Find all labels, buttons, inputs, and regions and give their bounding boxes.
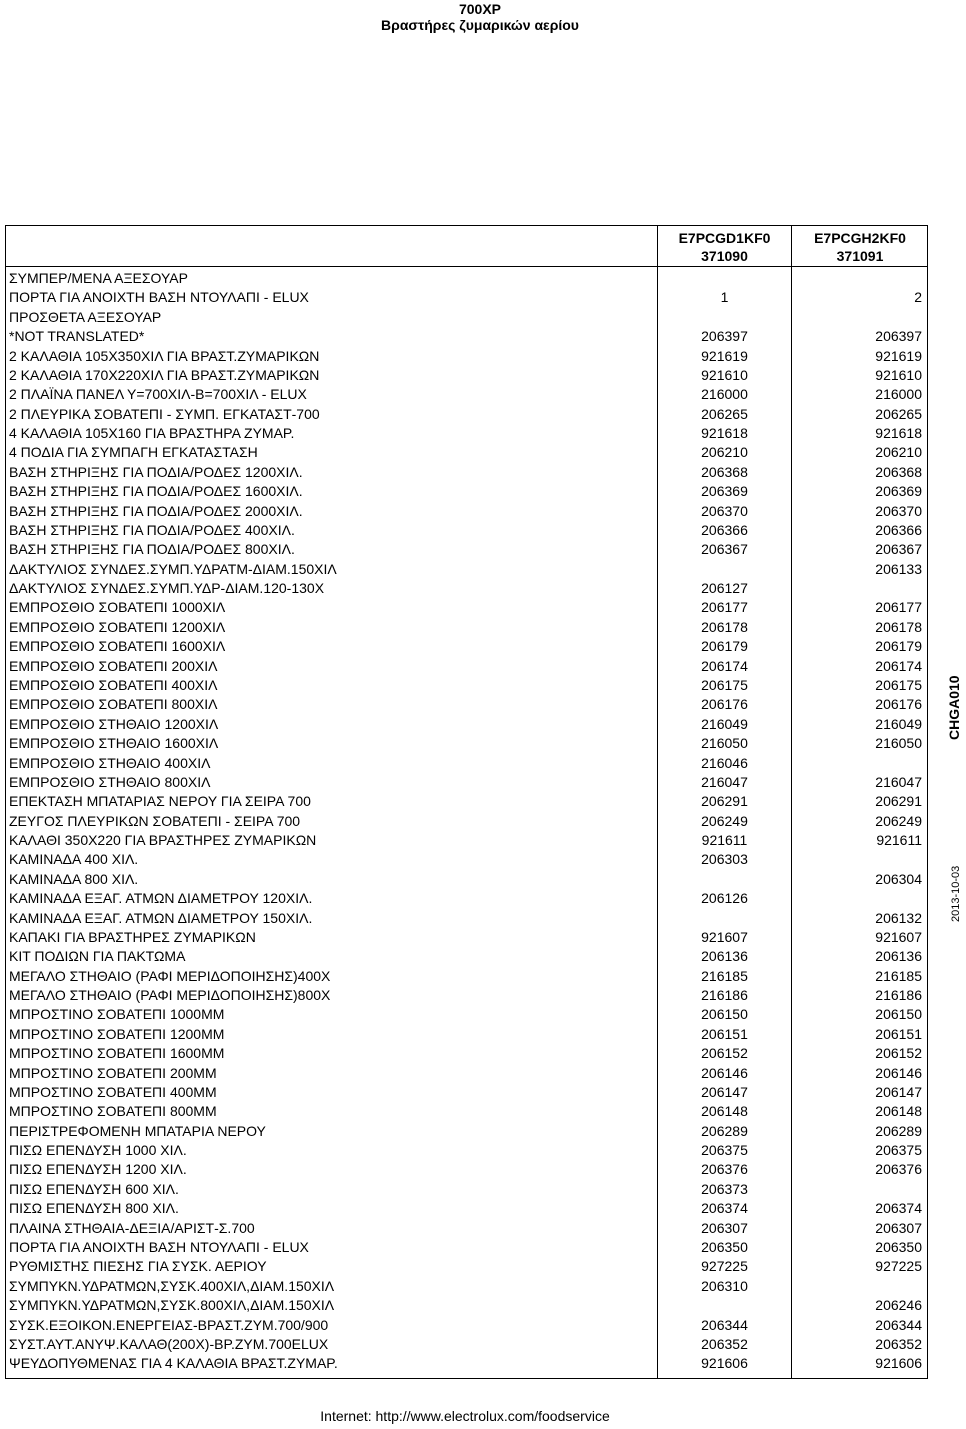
row-code-model-1: 206376 <box>701 1161 748 1178</box>
row-code-model-1: 206310 <box>701 1277 748 1294</box>
row-description: ΖΕΥΓΟΣ ΠΛΕΥΡΙΚΩΝ ΣΟΒΑΤΕΠΙ - ΣΕΙΡΑ 700 <box>9 812 301 829</box>
table-row <box>6 909 927 928</box>
row-code-model-1: 206176 <box>701 696 748 713</box>
row-code-model-2: 206366 <box>875 521 922 538</box>
row-code-model-1: 216047 <box>701 773 748 790</box>
row-code-model-2: 216049 <box>875 715 922 732</box>
row-code-model-1: 206366 <box>701 521 748 538</box>
row-description: ΜΠΡΟΣΤΙΝΟ ΣΟΒΑΤΕΠΙ 1600ΜΜ <box>9 1045 225 1062</box>
row-code-model-1: 216186 <box>701 987 748 1004</box>
row-code-model-1: 216185 <box>701 967 748 984</box>
row-code-model-1: 216049 <box>701 715 748 732</box>
row-code-model-2: 927225 <box>875 1258 922 1275</box>
table-row <box>6 502 927 521</box>
row-description: ΚΙΤ ΠΟΔΙΩΝ ΓΙΑ ΠΑΚΤΩΜΑ <box>9 948 186 965</box>
table-row <box>6 1025 927 1044</box>
row-description: ΣΥΜΠΕΡ/ΜΕΝΑ ΑΞΕΣΟΥΑΡ <box>9 270 188 286</box>
table-row <box>6 1122 927 1141</box>
table-row <box>6 1277 927 1296</box>
row-description: ΜΠΡΟΣΤΙΝΟ ΣΟΒΑΤΕΠΙ 400ΜΜ <box>9 1083 217 1100</box>
row-code-model-2: 216186 <box>875 987 922 1004</box>
row-code-model-1: 206374 <box>701 1200 748 1217</box>
row-description: ΔΑΚΤΥΛΙΟΣ ΣΥΝΔΕΣ.ΣΥΜΠ.ΥΔΡΑΤΜ-ΔΙΑΜ.150ΧΙΛ <box>9 560 337 577</box>
row-code-model-1: 206307 <box>701 1219 748 1236</box>
row-description: ΣΥΣΤ.ΑΥΤ.ΑΝΥΨ.ΚΑΛΑΘ(200Χ)-ΒΡ.ΖΥΜ.700ELUX <box>9 1335 329 1352</box>
row-description: ΠΟΡΤΑ ΓΙΑ ΑΝΟΙΧΤΗ ΒΑΣΗ ΝΤΟΥΛΑΠΙ - ELUX <box>9 1239 309 1255</box>
row-code-model-1: 206249 <box>701 812 748 829</box>
table-row <box>6 521 927 540</box>
model-code: E7PCGH2KF0 <box>814 230 906 246</box>
row-code-model-2: 206178 <box>875 618 922 635</box>
model-code: E7PCGD1KF0 <box>678 230 771 246</box>
row-description: ΠΛΑΙΝΑ ΣΤΗΘΑΙΑ-ΔΕΞΙΑ/ΑΡΙΣΤ-Σ.700 <box>9 1219 255 1236</box>
document-subtitle: Βραστήρες ζυμαρικών αερίου <box>381 17 579 33</box>
table-row <box>6 1199 927 1218</box>
row-code-model-2: 206246 <box>875 1297 922 1314</box>
row-code-model-2: 206291 <box>875 793 922 810</box>
row-code-model-1: 206177 <box>701 599 748 616</box>
row-description: ΕΜΠΡΟΣΘΙΟ ΣΤΗΘΑΙΟ 800ΧΙΛ <box>9 773 211 790</box>
side-code-text: CHGA010 <box>946 675 962 740</box>
row-code-model-2: 206289 <box>875 1122 922 1139</box>
row-description: ΜΠΡΟΣΤΙΝΟ ΣΟΒΑΤΕΠΙ 200ΜΜ <box>9 1064 217 1081</box>
row-description: *NOT TRANSLATED* <box>9 328 145 345</box>
table-row <box>6 327 927 346</box>
row-description: 2 ΠΛΑΪΝΑ ΠΑΝΕΛ Υ=700ΧΙΛ-Β=700ΧΙΛ - ELUX <box>9 386 307 403</box>
row-description: ΚΑΜΙΝΑΔΑ ΕΞΑΓ. ΑΤΜΩΝ ΔΙΑΜΕΤΡΟΥ 120ΧΙΛ. <box>9 890 313 907</box>
row-code-model-2: 921619 <box>875 347 922 364</box>
table-row <box>6 463 927 482</box>
table-row <box>6 676 927 695</box>
row-code-model-1: 206373 <box>701 1180 748 1197</box>
table-row <box>6 1141 927 1160</box>
table-row <box>6 773 927 792</box>
table-row <box>6 792 927 811</box>
row-code-model-2: 206179 <box>875 638 922 655</box>
table-row <box>6 967 927 986</box>
table-row <box>6 1083 927 1102</box>
row-description: ΠΙΣΩ ΕΠΕΝΔΥΣΗ 1200 ΧΙΛ. <box>9 1161 187 1178</box>
table-row <box>6 1238 927 1257</box>
table-row <box>6 1316 927 1335</box>
row-description: ΚΑΜΙΝΑΔΑ 400 ΧΙΛ. <box>9 851 139 868</box>
row-code-model-1: 1 <box>720 289 729 306</box>
table-row <box>6 1354 927 1373</box>
row-code-model-2: 206148 <box>875 1103 922 1120</box>
model-number: 371091 <box>836 248 884 264</box>
row-code-model-1: 206367 <box>701 541 748 558</box>
row-code-model-2: 206210 <box>875 444 922 461</box>
row-code-model-2: 206352 <box>875 1335 922 1352</box>
row-code-model-2: 206177 <box>875 599 922 616</box>
row-description: ΕΜΠΡΟΣΘΙΟ ΣΟΒΑΤΕΠΙ 200ΧΙΛ <box>9 657 218 674</box>
row-code-model-2: 216185 <box>875 967 922 984</box>
row-description: ΚΑΠΑΚΙ ΓΙΑ ΒΡΑΣΤΗΡΕΣ ΖΥΜΑΡΙΚΩΝ <box>9 928 256 945</box>
row-description: ΜΕΓΑΛΟ ΣΤΗΘΑΙΟ (ΡΑΦΙ ΜΕΡΙΔΟΠΟΙΗΣΗΣ)800Χ <box>9 987 331 1004</box>
row-description: ΒΑΣΗ ΣΤΗΡΙΞΗΣ ΓΙΑ ΠΟΔΙΑ/ΡΟΔΕΣ 1600ΧΙΛ. <box>9 483 303 500</box>
table-row <box>6 443 927 462</box>
table-row <box>6 695 927 714</box>
row-code-model-1: 921611 <box>701 832 748 849</box>
footer-url: Internet: http://www.electrolux.com/foodservice <box>320 1408 610 1424</box>
row-code-model-2: 206136 <box>875 948 922 965</box>
table-row <box>6 986 927 1005</box>
model-number: 371090 <box>701 248 748 264</box>
accessories-table <box>5 225 928 1379</box>
row-description: ΚΑΜΙΝΑΔΑ 800 ΧΙΛ. <box>9 870 139 887</box>
row-description: ΠΟΡΤΑ ΓΙΑ ΑΝΟΙΧΤΗ ΒΑΣΗ ΝΤΟΥΛΑΠΙ - ELUX <box>9 289 309 306</box>
row-code-model-2: 206350 <box>875 1239 922 1255</box>
row-description: ΜΠΡΟΣΤΙΝΟ ΣΟΒΑΤΕΠΙ 1000ΜΜ <box>9 1006 225 1023</box>
row-code-model-2: 921606 <box>875 1355 922 1372</box>
row-code-model-1: 206352 <box>701 1335 748 1352</box>
row-code-model-1: 206179 <box>701 638 748 655</box>
table-row <box>6 812 927 831</box>
row-code-model-2: 206344 <box>875 1316 922 1333</box>
row-code-model-2: 206376 <box>875 1161 922 1178</box>
row-description: ΕΜΠΡΟΣΘΙΟ ΣΟΒΑΤΕΠΙ 1000ΧΙΛ <box>9 599 226 616</box>
row-description: ΠΙΣΩ ΕΠΕΝΔΥΣΗ 600 ΧΙΛ. <box>9 1180 179 1197</box>
table-row <box>6 850 927 869</box>
row-code-model-1: 206151 <box>701 1025 748 1042</box>
table-row <box>6 1160 927 1179</box>
row-code-model-1: 921610 <box>701 366 748 383</box>
row-description: 2 ΚΑΛΑΘΙΑ 170Χ220ΧΙΛ ΓΙΑ ΒΡΑΣΤ.ΖΥΜΑΡΙΚΩΝ <box>9 366 320 383</box>
row-code-model-1: 206368 <box>701 463 748 480</box>
row-code-model-2: 206174 <box>875 657 922 674</box>
table-row <box>6 754 927 773</box>
row-description: ΡΥΘΜΙΣΤΗΣ ΠΙΕΣΗΣ ΓΙΑ ΣΥΣΚ. ΑΕΡΙΟΥ <box>9 1258 267 1275</box>
row-description: ΒΑΣΗ ΣΤΗΡΙΞΗΣ ΓΙΑ ΠΟΔΙΑ/ΡΟΔΕΣ 800ΧΙΛ. <box>9 541 295 558</box>
row-code-model-1: 206370 <box>701 502 748 519</box>
table-row <box>6 1335 927 1354</box>
row-description: ΠΡΟΣΘΕΤΑ ΑΞΕΣΟΥΑΡ <box>9 308 162 325</box>
table-row <box>6 405 927 424</box>
table-row <box>6 560 927 579</box>
row-code-model-1: 206291 <box>701 793 748 810</box>
row-code-model-2: 206133 <box>875 560 922 577</box>
row-description: ΠΙΣΩ ΕΠΕΝΔΥΣΗ 800 ΧΙΛ. <box>9 1200 179 1217</box>
row-code-model-1: 216050 <box>701 735 748 752</box>
table-row <box>6 1064 927 1083</box>
row-code-model-1: 216046 <box>701 754 748 771</box>
row-description: ΚΑΛΑΘΙ 350Χ220 ΓΙΑ ΒΡΑΣΤΗΡΕΣ ΖΥΜΑΡΙΚΩΝ <box>9 832 317 849</box>
row-code-model-2: 206152 <box>875 1045 922 1062</box>
row-code-model-1: 927225 <box>701 1258 748 1275</box>
row-description: ΨΕΥΔΟΠΥΘΜΕΝΑΣ ΓΙΑ 4 ΚΑΛΑΘΙΑ ΒΡΑΣΤ.ΖΥΜΑΡ. <box>9 1355 338 1372</box>
row-code-model-1: 206369 <box>701 483 748 500</box>
table-row <box>6 1180 927 1199</box>
row-description: ΕΜΠΡΟΣΘΙΟ ΣΤΗΘΑΙΟ 1600ΧΙΛ <box>9 735 219 752</box>
row-code-model-1: 921618 <box>701 425 748 442</box>
row-code-model-1: 206375 <box>701 1142 748 1159</box>
row-code-model-1: 921607 <box>701 928 748 945</box>
row-description: ΣΥΜΠΥΚΝ.ΥΔΡΑΤΜΩΝ,ΣΥΣΚ.800ΧΙΛ,ΔΙΑΜ.150ΧΙΛ <box>9 1297 335 1314</box>
row-description: ΠΕΡΙΣΤΡΕΦΟΜΕΝΗ ΜΠΑΤΑΡΙΑ ΝΕΡΟΥ <box>9 1122 266 1139</box>
row-code-model-2: 206146 <box>875 1064 922 1081</box>
row-description: ΕΜΠΡΟΣΘΙΟ ΣΤΗΘΑΙΟ 400ΧΙΛ <box>9 754 211 771</box>
table-row <box>6 618 927 637</box>
table-row <box>6 734 927 753</box>
header-divider <box>6 266 927 267</box>
row-description: ΕΠΕΚΤΑΣΗ ΜΠΑΤΑΡΙΑΣ ΝΕΡΟΥ ΓΙΑ ΣΕΙΡΑ 700 <box>9 793 311 810</box>
table-row <box>6 598 927 617</box>
row-code-model-2: 216000 <box>875 386 922 403</box>
row-code-model-1: 206344 <box>701 1316 748 1333</box>
table-row <box>6 1102 927 1121</box>
row-description: ΒΑΣΗ ΣΤΗΡΙΞΗΣ ΓΙΑ ΠΟΔΙΑ/ΡΟΔΕΣ 1200ΧΙΛ. <box>9 463 303 480</box>
row-description: 4 ΠΟΔΙΑ ΓΙΑ ΣΥΜΠΑΓΗ ΕΓΚΑΤΑΣΤΑΣΗ <box>9 444 258 461</box>
row-code-model-1: 921619 <box>701 347 748 364</box>
table-row <box>6 1005 927 1024</box>
row-code-model-2: 206374 <box>875 1200 922 1217</box>
row-code-model-1: 206146 <box>701 1064 748 1081</box>
row-code-model-1: 216000 <box>701 386 748 403</box>
row-description: ΕΜΠΡΟΣΘΙΟ ΣΟΒΑΤΕΠΙ 1600ΧΙΛ <box>9 638 226 655</box>
row-description: ΕΜΠΡΟΣΘΙΟ ΣΟΒΑΤΕΠΙ 1200ΧΙΛ <box>9 618 226 635</box>
row-code-model-2: 206176 <box>875 696 922 713</box>
row-code-model-1: 206397 <box>701 328 748 345</box>
row-code-model-2: 921618 <box>875 425 922 442</box>
row-code-model-1: 206152 <box>701 1045 748 1062</box>
table-row <box>6 657 927 676</box>
row-code-model-1: 206303 <box>701 851 748 868</box>
row-code-model-2: 206175 <box>875 676 922 693</box>
row-code-model-2: 206367 <box>875 541 922 558</box>
row-description: 2 ΠΛΕΥΡΙΚΑ ΣΟΒΑΤΕΠΙ - ΣΥΜΠ. ΕΓΚΑΤΑΣΤ-700 <box>9 405 320 422</box>
table-row <box>6 579 927 598</box>
document-title: 700XP <box>458 1 502 17</box>
row-description: 2 ΚΑΛΑΘΙΑ 105Χ350ΧΙΛ ΓΙΑ ΒΡΑΣΤ.ΖΥΜΑΡΙΚΩΝ <box>9 347 320 364</box>
row-code-model-1: 206126 <box>701 890 748 907</box>
column-header-model-2 <box>792 226 928 266</box>
table-row <box>6 347 927 366</box>
row-code-model-2: 921607 <box>875 928 922 945</box>
row-description: ΣΥΜΠΥΚΝ.ΥΔΡΑΤΜΩΝ,ΣΥΣΚ.400ΧΙΛ,ΔΙΑΜ.150ΧΙΛ <box>9 1277 335 1294</box>
table-row <box>6 870 927 889</box>
table-row <box>6 366 927 385</box>
row-code-model-2: 206375 <box>875 1142 922 1159</box>
row-code-model-2: 206265 <box>875 405 922 422</box>
row-code-model-1: 206136 <box>701 948 748 965</box>
row-description: ΜΠΡΟΣΤΙΝΟ ΣΟΒΑΤΕΠΙ 800ΜΜ <box>9 1103 217 1120</box>
row-code-model-2: 2 <box>914 289 922 306</box>
row-description: ΜΠΡΟΣΤΙΝΟ ΣΟΒΑΤΕΠΙ 1200ΜΜ <box>9 1025 225 1042</box>
row-code-model-2: 216050 <box>875 735 922 752</box>
table-row <box>6 1219 927 1238</box>
table-row <box>6 889 927 908</box>
table-row <box>6 1044 927 1063</box>
row-description: ΒΑΣΗ ΣΤΗΡΙΞΗΣ ΓΙΑ ΠΟΔΙΑ/ΡΟΔΕΣ 400ΧΙΛ. <box>9 521 295 538</box>
table-row <box>6 637 927 656</box>
table-row <box>6 1296 927 1315</box>
row-description: ΣΥΣΚ.ΕΞΟΙΚΟΝ.ΕΝΕΡΓΕΙΑΣ-ΒΡΑΣΤ.ΖΥΜ.700/900 <box>9 1316 329 1333</box>
table-row <box>6 540 927 559</box>
row-code-model-1: 206350 <box>701 1239 748 1255</box>
row-code-model-1: 206178 <box>701 618 748 635</box>
table-row <box>6 269 927 288</box>
row-description: ΔΑΚΤΥΛΙΟΣ ΣΥΝΔΕΣ.ΣΥΜΠ.ΥΔΡ-ΔΙΑΜ.120-130Χ <box>9 580 325 597</box>
row-code-model-1: 206174 <box>701 657 748 674</box>
table-row <box>6 947 927 966</box>
row-code-model-2: 206370 <box>875 502 922 519</box>
row-code-model-2: 206132 <box>875 909 922 926</box>
table-row <box>6 715 927 734</box>
row-code-model-2: 206369 <box>875 483 922 500</box>
row-description: ΠΙΣΩ ΕΠΕΝΔΥΣΗ 1000 ΧΙΛ. <box>9 1142 187 1159</box>
row-description: ΕΜΠΡΟΣΘΙΟ ΣΟΒΑΤΕΠΙ 800ΧΙΛ <box>9 696 218 713</box>
table-row <box>6 1257 927 1276</box>
row-description: 4 ΚΑΛΑΘΙΑ 105Χ160 ΓΙΑ ΒΡΑΣΤΗΡΑ ΖΥΜΑΡ. <box>9 425 295 442</box>
row-description: ΜΕΓΑΛΟ ΣΤΗΘΑΙΟ (ΡΑΦΙ ΜΕΡΙΔΟΠΟΙΗΣΗΣ)400Χ <box>9 967 331 984</box>
row-code-model-1: 206210 <box>701 444 748 461</box>
row-code-model-2: 921610 <box>875 366 922 383</box>
table-row <box>6 482 927 501</box>
side-date-text: 2013-10-03 <box>950 865 962 922</box>
table-row <box>6 288 927 307</box>
row-code-model-1: 921606 <box>701 1355 748 1372</box>
row-code-model-2: 206397 <box>875 328 922 345</box>
row-code-model-2: 206368 <box>875 463 922 480</box>
row-description: ΕΜΠΡΟΣΘΙΟ ΣΟΒΑΤΕΠΙ 400ΧΙΛ <box>9 676 218 693</box>
row-code-model-2: 206249 <box>875 812 922 829</box>
row-code-model-2: 216047 <box>875 773 922 790</box>
row-code-model-1: 206265 <box>701 405 748 422</box>
row-code-model-2: 206304 <box>875 870 922 887</box>
table-row <box>6 928 927 947</box>
row-description: ΚΑΜΙΝΑΔΑ ΕΞΑΓ. ΑΤΜΩΝ ΔΙΑΜΕΤΡΟΥ 150ΧΙΛ. <box>9 909 313 926</box>
row-code-model-2: 206147 <box>875 1083 922 1100</box>
column-header-model-1 <box>658 226 791 266</box>
row-code-model-2: 206307 <box>875 1219 922 1236</box>
row-code-model-2: 921611 <box>876 832 922 849</box>
row-code-model-1: 206127 <box>701 580 748 597</box>
row-description: ΒΑΣΗ ΣΤΗΡΙΞΗΣ ΓΙΑ ΠΟΔΙΑ/ΡΟΔΕΣ 2000ΧΙΛ. <box>9 502 303 519</box>
row-code-model-2: 206151 <box>875 1025 922 1042</box>
row-code-model-1: 206289 <box>701 1122 748 1139</box>
row-code-model-1: 206175 <box>701 676 748 693</box>
table-row <box>6 831 927 850</box>
table-row <box>6 424 927 443</box>
row-code-model-1: 206147 <box>701 1083 748 1100</box>
table-row <box>6 308 927 327</box>
row-code-model-2: 206150 <box>875 1006 922 1023</box>
row-code-model-1: 206150 <box>701 1006 748 1023</box>
row-code-model-1: 206148 <box>701 1103 748 1120</box>
table-row <box>6 385 927 404</box>
row-description: ΕΜΠΡΟΣΘΙΟ ΣΤΗΘΑΙΟ 1200ΧΙΛ <box>9 715 219 732</box>
